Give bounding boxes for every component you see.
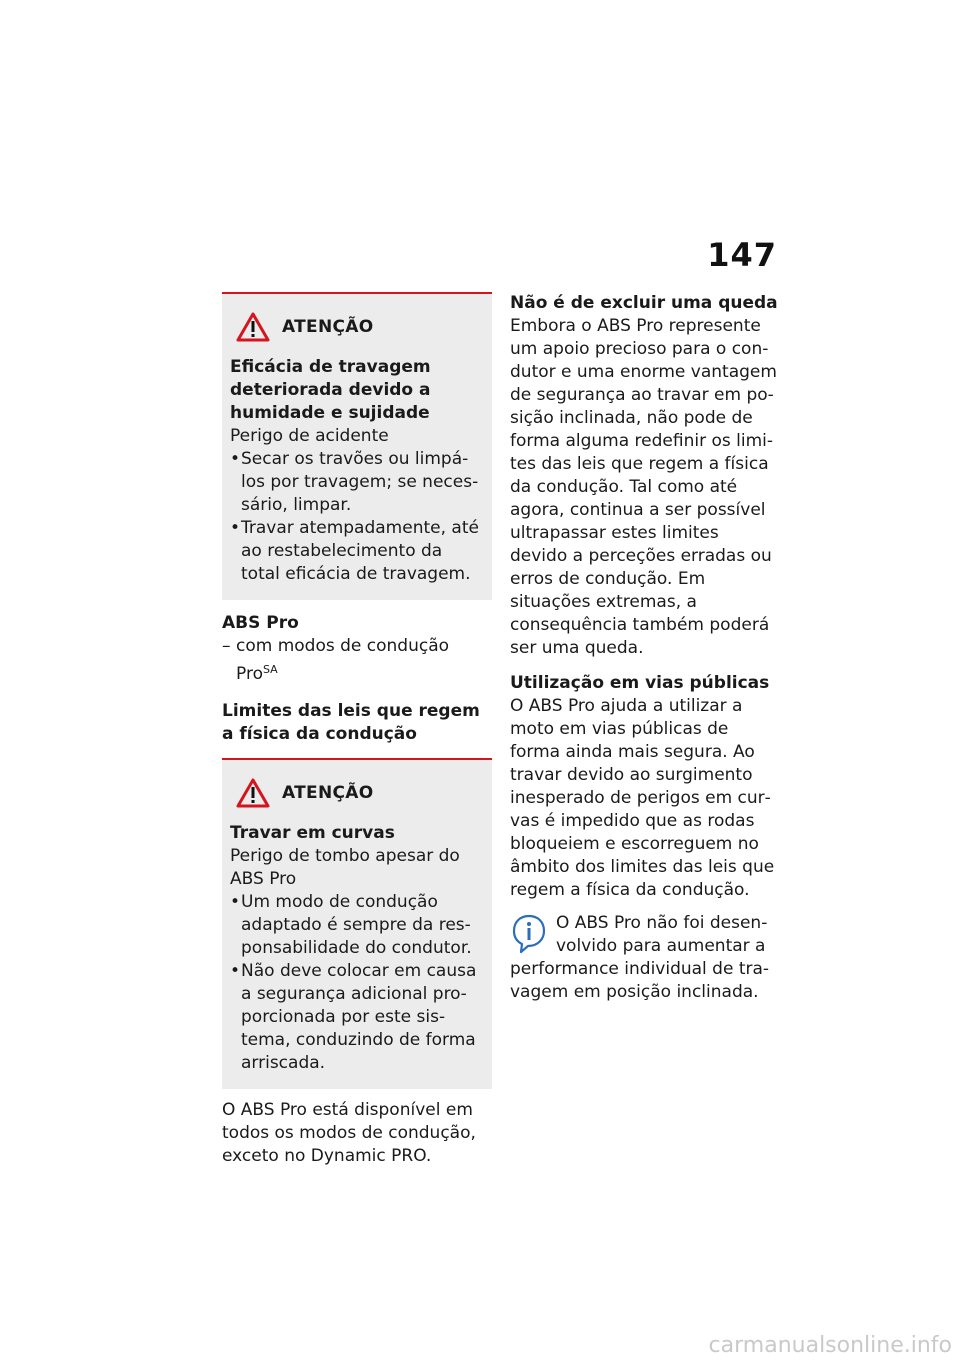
page-number: 147 (707, 236, 777, 274)
warning-box-curves (222, 758, 492, 1089)
public-roads-heading: Utilização em vias públicas (510, 673, 770, 693)
warning-subtitle: Perigo de acidente (230, 426, 389, 446)
warning-bullet: • Não deve colocar em causa a segurança adicional proporcionada por este sistema, conduzindo de forma arriscada. (230, 960, 484, 1075)
warning-bullet: • Travar atempadamente, até ao restabelecimento da total eficácia de travagem. (230, 517, 484, 586)
warning-header (236, 312, 484, 342)
warning-triangle-icon (236, 778, 270, 808)
warning-bullet-list (230, 448, 484, 586)
info-icon (510, 912, 548, 954)
abs-modes-text: com modos de condução Pro (236, 636, 450, 684)
fall-heading: Não é de excluir uma queda (510, 293, 778, 313)
warning-triangle-icon (236, 312, 270, 342)
abs-modes-line: – com modos de condução Pro$^{SA}$ (222, 636, 450, 684)
warning-label: ATENÇÃO (282, 317, 374, 337)
warning-bullet: • Secar os travões ou limpálos por travagem; se necessário, limpar. (230, 448, 484, 517)
warning-title: Travar em curvas (230, 823, 395, 843)
public-roads-paragraph: O ABS Pro ajuda a utilizar a moto em vias públicas de forma ainda mais segura. Ao travar devido ao surgimento inesperado de perigos em curvas é impedido que as rodas bloqueiem e escorreguem no âmbito dos limites das leis que regem a física da condução. (510, 696, 775, 900)
abs-modes-sup: SA (262, 663, 278, 676)
limits-heading: Limites das leis que regem a física da condução (222, 701, 480, 744)
fall-paragraph: Embora o ABS Pro represente um apoio precioso para o condutor e uma enorme vantagem de segurança ao travar em posição inclinada, não pode de forma alguma redefinir os limites das leis que regem a física da condução. Tal como até agora, continua a ser possível ultrapassar estes limites devido a perceções erradas ou erros de condução. Em situações extremas, a consequência também poderá ser uma queda. (510, 316, 777, 658)
warning-label: ATENÇÃO (282, 783, 374, 803)
warning-header (236, 778, 484, 808)
availability-paragraph: O ABS Pro está disponível em todos os modos de condução, exceto no Dynamic PRO. (222, 1100, 476, 1166)
warning-bullet-list (230, 891, 484, 1075)
warning-title: Eficácia de travagem deteriorada devido a humidade e sujidade (230, 357, 431, 423)
info-note (510, 912, 778, 1004)
warning-bullet: • Um modo de condução adaptado é sempre da responsabilidade do condutor. (230, 891, 484, 960)
footer-watermark: carmanualsonline.info (708, 1333, 952, 1358)
warning-box-humidity (222, 292, 492, 600)
left-column (222, 292, 492, 1168)
right-column (510, 292, 778, 1004)
info-text: O ABS Pro não foi desenvolvido para aumentar a performance individual de travagem em posição inclinada. (510, 913, 770, 1002)
warning-subtitle: Perigo de tombo apesar do ABS Pro (230, 846, 460, 889)
abs-heading: ABS Pro (222, 613, 299, 633)
